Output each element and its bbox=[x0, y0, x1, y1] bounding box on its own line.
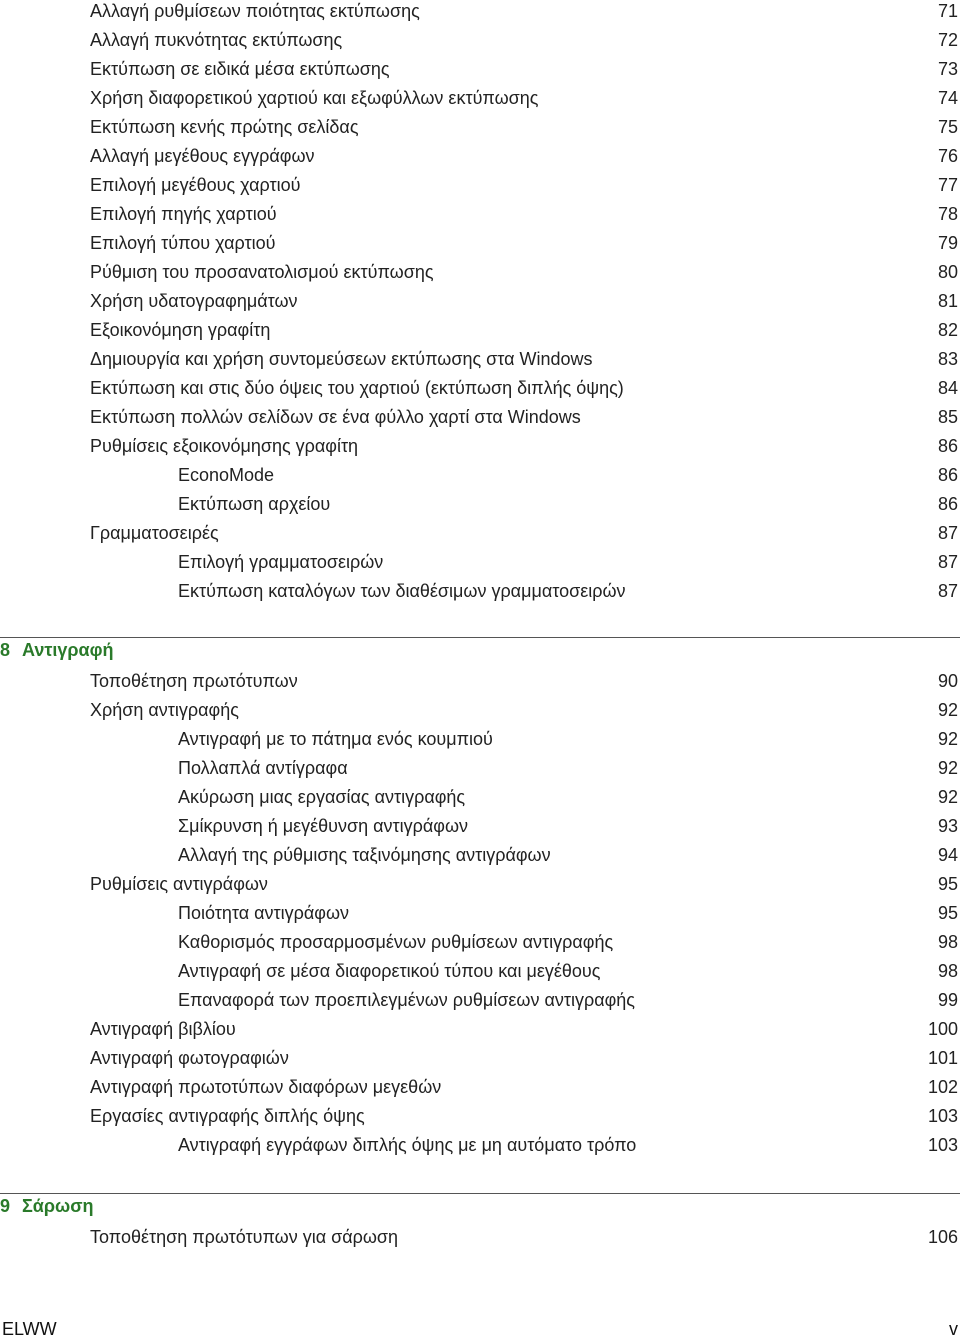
toc-entry-label: Αντιγραφή σε μέσα διαφορετικού τύπου και μεγέθους bbox=[178, 960, 603, 982]
chapter-9-title: Σάρωση bbox=[22, 1196, 94, 1216]
toc-entry[interactable] bbox=[0, 29, 960, 58]
toc-entry-label: EconoMode bbox=[178, 464, 277, 486]
toc-entry[interactable] bbox=[0, 728, 960, 757]
toc-entry[interactable] bbox=[0, 261, 960, 290]
toc-entry-page: 78 bbox=[934, 203, 958, 225]
toc-entry[interactable] bbox=[0, 435, 960, 464]
toc-entry[interactable] bbox=[0, 203, 960, 232]
toc-entry-page: 95 bbox=[934, 873, 958, 895]
toc-entry-page: 103 bbox=[924, 1134, 958, 1156]
toc-entry[interactable] bbox=[0, 116, 960, 145]
toc-entry-page: 74 bbox=[934, 87, 958, 109]
toc-entry-label: Τοποθέτηση πρωτότυπων bbox=[90, 670, 301, 692]
chapter-8-rule bbox=[0, 637, 960, 638]
toc-entry-label: Επιλογή γραμματοσειρών bbox=[178, 551, 386, 573]
toc-entry[interactable] bbox=[0, 290, 960, 319]
toc-entry-label: Εξοικονόμηση γραφίτη bbox=[90, 319, 273, 341]
toc-entry-label: Ρύθμιση του προσανατολισμού εκτύπωσης bbox=[90, 261, 437, 283]
toc-entry-page: 102 bbox=[924, 1076, 958, 1098]
toc-entry-page: 92 bbox=[934, 699, 958, 721]
toc-entry[interactable] bbox=[0, 87, 960, 116]
toc-entry[interactable] bbox=[0, 873, 960, 902]
toc-entry[interactable] bbox=[0, 522, 960, 551]
toc-entry-page: 98 bbox=[934, 931, 958, 953]
toc-entry-label: Πολλαπλά αντίγραφα bbox=[178, 757, 351, 779]
chapter-9-entries bbox=[0, 1226, 960, 1255]
toc-entry-page: 77 bbox=[934, 174, 958, 196]
toc-entry[interactable] bbox=[0, 493, 960, 522]
toc-entry-label: Χρήση υδατογραφημάτων bbox=[90, 290, 301, 312]
toc-entry-page: 85 bbox=[934, 406, 958, 428]
toc-entry[interactable] bbox=[0, 960, 960, 989]
toc-entry-page: 93 bbox=[934, 815, 958, 837]
toc-entry[interactable] bbox=[0, 145, 960, 174]
toc-entry[interactable] bbox=[0, 551, 960, 580]
toc-entry-label: Αντιγραφή εγγράφων διπλής όψης με μη αυτόματο τρόπο bbox=[178, 1134, 639, 1156]
toc-entry[interactable] bbox=[0, 232, 960, 261]
toc-entry-label: Εκτύπωση κενής πρώτης σελίδας bbox=[90, 116, 362, 138]
toc-entry-label: Ρυθμίσεις αντιγράφων bbox=[90, 873, 271, 895]
toc-entry[interactable] bbox=[0, 699, 960, 728]
toc-entry[interactable] bbox=[0, 1018, 960, 1047]
toc-entry-page: 75 bbox=[934, 116, 958, 138]
toc-entry-label: Αντιγραφή φωτογραφιών bbox=[90, 1047, 292, 1069]
toc-entry-page: 92 bbox=[934, 728, 958, 750]
toc-entry-page: 86 bbox=[934, 435, 958, 457]
toc-entry[interactable] bbox=[0, 1076, 960, 1105]
footer-page-number: v bbox=[949, 1319, 958, 1339]
toc-entry-label: Αλλαγή μεγέθους εγγράφων bbox=[90, 145, 318, 167]
chapter-9-number: 9 bbox=[0, 1196, 11, 1216]
toc-entry-label: Αντιγραφή πρωτοτύπων διαφόρων μεγεθών bbox=[90, 1076, 444, 1098]
toc-entry-page: 98 bbox=[934, 960, 958, 982]
toc-entry-page: 92 bbox=[934, 757, 958, 779]
toc-entry[interactable] bbox=[0, 1134, 960, 1163]
chapter-8-heading[interactable] bbox=[0, 640, 113, 661]
toc-entry-label: Εκτύπωση καταλόγων των διαθέσιμων γραμματοσειρών bbox=[178, 580, 629, 602]
toc-entry[interactable] bbox=[0, 989, 960, 1018]
toc-entry-page: 80 bbox=[934, 261, 958, 283]
toc-entry-page: 72 bbox=[934, 29, 958, 51]
toc-entry[interactable] bbox=[0, 464, 960, 493]
toc-entry-page: 103 bbox=[924, 1105, 958, 1127]
toc-entry-label: Χρήση αντιγραφής bbox=[90, 699, 242, 721]
toc-entry-label: Αντιγραφή βιβλίου bbox=[90, 1018, 239, 1040]
toc-entry-label: Αλλαγή πυκνότητας εκτύπωσης bbox=[90, 29, 345, 51]
toc-entry-label: Επιλογή μεγέθους χαρτιού bbox=[90, 174, 303, 196]
toc-entry[interactable] bbox=[0, 815, 960, 844]
toc-entry-label: Εκτύπωση και στις δύο όψεις του χαρτιού (εκτύπωση διπλής όψης) bbox=[90, 377, 627, 399]
toc-entry-label: Τοποθέτηση πρωτότυπων για σάρωση bbox=[90, 1226, 401, 1248]
toc-entry-page: 101 bbox=[924, 1047, 958, 1069]
toc-entry-label: Εκτύπωση αρχείου bbox=[178, 493, 333, 515]
toc-entry-label: Επιλογή πηγής χαρτιού bbox=[90, 203, 280, 225]
toc-entry[interactable] bbox=[0, 348, 960, 377]
toc-entry-label: Αλλαγή της ρύθμισης ταξινόμησης αντιγράφων bbox=[178, 844, 554, 866]
toc-entry-page: 87 bbox=[934, 551, 958, 573]
toc-entry-label: Επιλογή τύπου χαρτιού bbox=[90, 232, 278, 254]
toc-entry-page: 99 bbox=[934, 989, 958, 1011]
toc-entry-page: 95 bbox=[934, 902, 958, 924]
toc-entry-page: 92 bbox=[934, 786, 958, 808]
toc-entry-page: 81 bbox=[934, 290, 958, 312]
toc-entry-page: 84 bbox=[934, 377, 958, 399]
chapter-9-rule bbox=[0, 1193, 960, 1194]
toc-entry-page: 83 bbox=[934, 348, 958, 370]
toc-entry-page: 106 bbox=[924, 1226, 958, 1248]
toc-entry[interactable] bbox=[0, 670, 960, 699]
toc-entry-page: 86 bbox=[934, 464, 958, 486]
toc-entry[interactable] bbox=[0, 1047, 960, 1076]
toc-entry[interactable] bbox=[0, 931, 960, 960]
toc-entry-page: 76 bbox=[934, 145, 958, 167]
toc-entry[interactable] bbox=[0, 58, 960, 87]
toc-entry[interactable] bbox=[0, 406, 960, 435]
toc-entry-label: Σμίκρυνση ή μεγέθυνση αντιγράφων bbox=[178, 815, 471, 837]
toc-entry-label: Καθορισμός προσαρμοσμένων ρυθμίσεων αντιγραφής bbox=[178, 931, 616, 953]
chapter-9-heading[interactable] bbox=[0, 1196, 94, 1217]
chapter-8-number: 8 bbox=[0, 640, 11, 660]
toc-entry[interactable] bbox=[0, 319, 960, 348]
toc-entry-page: 82 bbox=[934, 319, 958, 341]
toc-entry-label: Εκτύπωση σε ειδικά μέσα εκτύπωσης bbox=[90, 58, 393, 80]
toc-entry-page: 79 bbox=[934, 232, 958, 254]
toc-entry-label: Αντιγραφή με το πάτημα ενός κουμπιού bbox=[178, 728, 496, 750]
toc-entry-label: Γραμματοσειρές bbox=[90, 522, 222, 544]
toc-entry-label: Ακύρωση μιας εργασίας αντιγραφής bbox=[178, 786, 468, 808]
toc-entry-label: Χρήση διαφορετικού χαρτιού και εξωφύλλων εκτύπωσης bbox=[90, 87, 541, 109]
toc-entry-label: Εργασίες αντιγραφής διπλής όψης bbox=[90, 1105, 368, 1127]
toc-entry-label: Επαναφορά των προεπιλεγμένων ρυθμίσεων αντιγραφής bbox=[178, 989, 638, 1011]
toc-entry-page: 71 bbox=[934, 0, 958, 22]
toc-entry[interactable] bbox=[0, 1105, 960, 1134]
toc-entry[interactable] bbox=[0, 757, 960, 786]
footer-doc-code: ELWW bbox=[2, 1319, 57, 1339]
toc-entry-page: 94 bbox=[934, 844, 958, 866]
chapter-8-entries bbox=[0, 670, 960, 1163]
toc-entry-page: 86 bbox=[934, 493, 958, 515]
toc-entry-page: 87 bbox=[934, 580, 958, 602]
toc-section-continued bbox=[0, 0, 960, 609]
toc-entry-label: Ρυθμίσεις εξοικονόμησης γραφίτη bbox=[90, 435, 361, 457]
toc-entry[interactable] bbox=[0, 377, 960, 406]
toc-entry[interactable] bbox=[0, 0, 960, 29]
toc-entry-page: 100 bbox=[924, 1018, 958, 1040]
toc-entry[interactable] bbox=[0, 580, 960, 609]
toc-entry-label: Ποιότητα αντιγράφων bbox=[178, 902, 352, 924]
toc-entry[interactable] bbox=[0, 786, 960, 815]
toc-entry-label: Αλλαγή ρυθμίσεων ποιότητας εκτύπωσης bbox=[90, 0, 423, 22]
toc-entry[interactable] bbox=[0, 1226, 960, 1255]
toc-entry[interactable] bbox=[0, 844, 960, 873]
toc-entry[interactable] bbox=[0, 902, 960, 931]
toc-entry-label: Δημιουργία και χρήση συντομεύσεων εκτύπωσης στα Windows bbox=[90, 348, 596, 370]
toc-entry[interactable] bbox=[0, 174, 960, 203]
chapter-8-title: Αντιγραφή bbox=[22, 640, 114, 660]
toc-entry-page: 73 bbox=[934, 58, 958, 80]
toc-entry-page: 87 bbox=[934, 522, 958, 544]
toc-entry-page: 90 bbox=[934, 670, 958, 692]
toc-entry-label: Εκτύπωση πολλών σελίδων σε ένα φύλλο χαρτί στα Windows bbox=[90, 406, 584, 428]
